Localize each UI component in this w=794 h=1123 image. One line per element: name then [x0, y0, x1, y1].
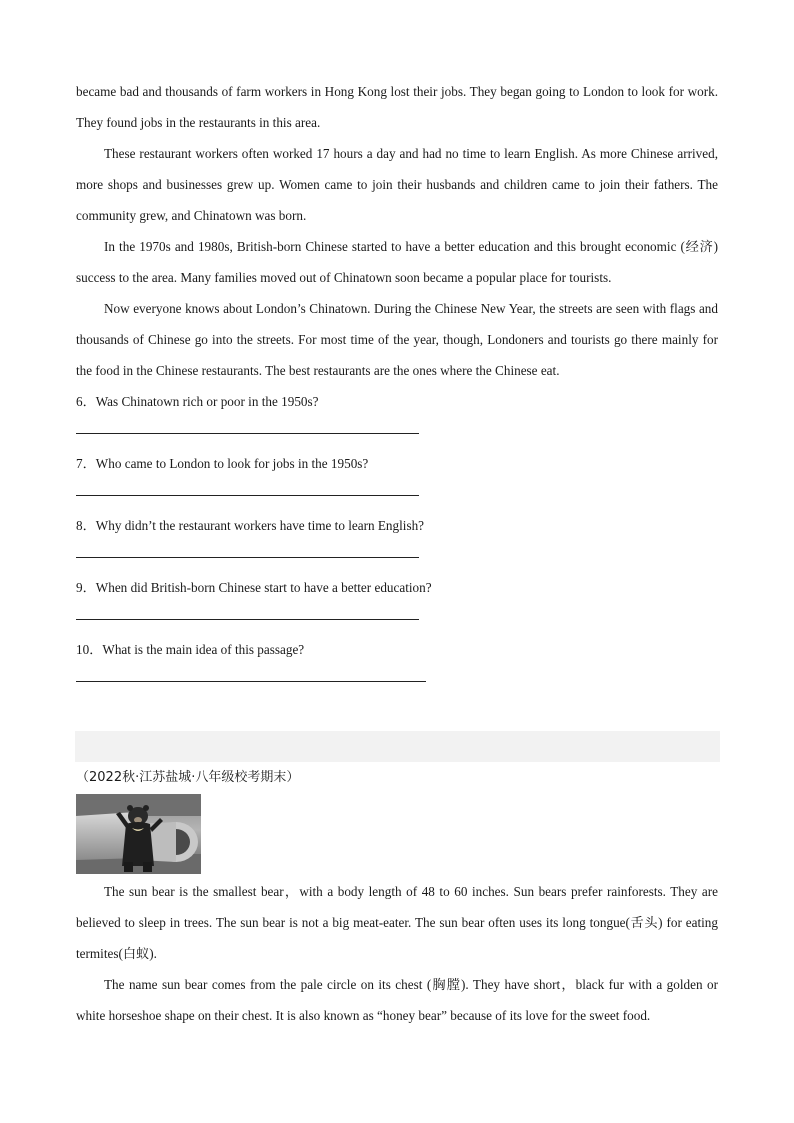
question-9: 9．When did British-born Chinese start to have a better education?: [76, 580, 432, 595]
answer-line-9[interactable]: [76, 603, 718, 634]
question-8: 8．Why didn’t the restaurant workers have time to learn English?: [76, 518, 425, 533]
question-6: 6．Was Chinatown rich or poor in the 1950s?: [76, 394, 319, 409]
passage-chinatown: [76, 76, 718, 696]
paragraph: The sun bear is the smallest bear，with a body length of 48 to 60 inches. Sun bears prefer rainforests. They are believed to sleep in trees. The sun bear is not a big meat-eater. The sun bear often uses its long tongue(舌头) for eating termites(白蚁).: [76, 884, 718, 961]
question-10: 10．What is the main idea of this passage?: [76, 642, 305, 657]
answer-line-7[interactable]: [76, 479, 718, 510]
answer-line-10[interactable]: [76, 665, 718, 696]
paragraph: The name sun bear comes from the pale circle on its chest (胸膛). They have short，black fur with a golden or white horseshoe shape on their chest. It is also known as “honey bear” because of its love for the sweet food.: [76, 977, 718, 1023]
source-label: （2022秋·江苏盐城·八年级校考期末）: [76, 770, 300, 785]
answer-line-8[interactable]: [76, 541, 718, 572]
passage-sun-bear: [76, 876, 718, 1031]
paragraph: Now everyone knows about London’s Chinatown. During the Chinese New Year, the streets are seen with flags and thousands of Chinese go into the streets. For most time of the year, though, Londoners and tourists go there mainly for the food in the Chinese restaurants. The best restaurants are the ones where the Chinese eat.: [76, 301, 718, 378]
answer-line-6[interactable]: [76, 417, 718, 448]
paragraph: These restaurant workers often worked 17 hours a day and had no time to learn English. As more Chinese arrived, more shops and businesses grew up. Women came to join their husbands and children came to join their fathers. The community grew, and Chinatown was born.: [76, 146, 718, 223]
question-7: 7．Who came to London to look for jobs in the 1950s?: [76, 456, 369, 471]
sun-bear-icon: [76, 794, 201, 874]
paragraph: In the 1970s and 1980s, British-born Chinese started to have a better education and this brought economic (经济) success to the area. Many families moved out of Chinatown soon became a popular place for tourists.: [76, 239, 718, 285]
section-divider-bar: [75, 731, 720, 762]
sun-bear-photo: [76, 794, 201, 874]
paragraph: became bad and thousands of farm workers in Hong Kong lost their jobs. They began going to London to look for work. They found jobs in the restaurants in this area.: [76, 84, 718, 130]
